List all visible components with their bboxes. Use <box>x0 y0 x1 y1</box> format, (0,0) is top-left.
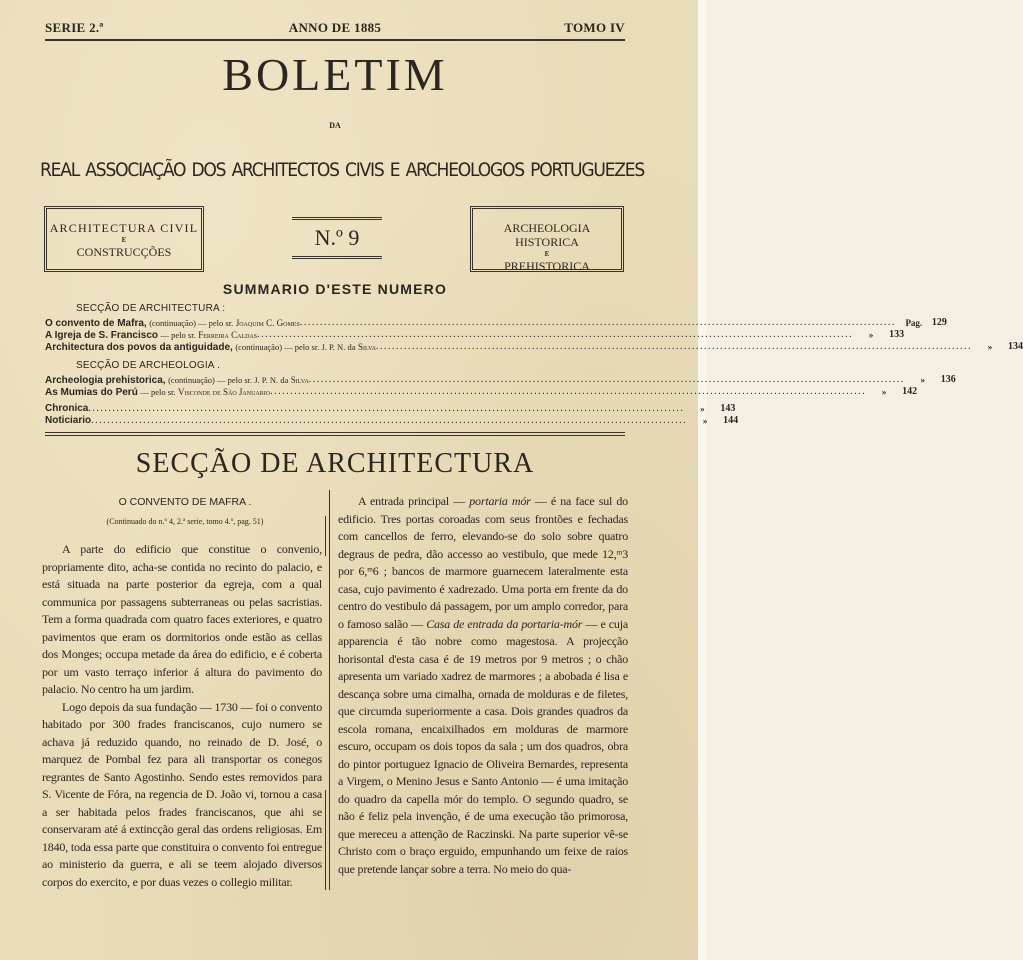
toc-entry-note: (continuação) — pelo sr. J. P. N. da <box>235 342 356 352</box>
toc-entry-title: A Igreja de S. Francisco <box>45 330 159 341</box>
architecture-box-line3: CONSTRUCÇÕES <box>76 245 172 259</box>
text-run: A entrada principal — <box>358 494 470 508</box>
toc-section-heading: SECÇÃO DE ARCHEOLOGIA . <box>76 360 221 371</box>
toc-entry[interactable] <box>45 317 947 329</box>
toc-leader-dots: ..................................................................................................................................................... <box>88 403 685 414</box>
toc-leader-dots: ..................................................................................................................................................... <box>91 415 688 426</box>
italic-term: portaria mór <box>469 494 531 508</box>
toc-entry-title: Archeologia prehistorica, <box>45 375 166 386</box>
toc-page-label: » <box>702 416 708 426</box>
italic-term: Casa de entrada da portaria-mór <box>426 616 583 631</box>
toc-entry-note: — pelo sr. <box>140 387 176 397</box>
toc-entry[interactable] <box>45 329 905 341</box>
toc-entry-author: Silva <box>357 342 376 352</box>
archeology-box-line3: PREHISTORICA <box>504 259 590 273</box>
summary-rule-top <box>45 432 625 433</box>
toc-page-label: » <box>868 330 874 340</box>
serie-label: SERIE 2.ª <box>45 20 104 35</box>
toc-entry-title: O convento de Mafra, <box>45 318 147 329</box>
toc-leader-dots: ..................................................................................................................................................... <box>299 317 896 328</box>
header-rule <box>45 39 625 41</box>
toc-entry-author: Silva <box>290 375 309 385</box>
toc-page-number: 144 <box>723 415 739 426</box>
toc-entry-title: Noticiario <box>45 415 92 426</box>
toc-leader-dots: ..................................................................................................................................................... <box>308 374 905 385</box>
toc-page-label: » <box>700 404 705 414</box>
toc-page-number: 136 <box>940 374 956 385</box>
toc-entry[interactable] <box>45 415 739 427</box>
archeology-box-line1: ARCHEOLOGIA HISTORICA <box>503 221 591 249</box>
toc-entry-author: Joaquim C. Gomes <box>235 318 300 328</box>
toc-entry[interactable] <box>45 341 1023 353</box>
toc-page-number: 133 <box>889 329 905 340</box>
toc-section-heading: SECÇÃO DE ARCHITECTURA : <box>76 303 226 314</box>
archeology-box-conjunction: E <box>544 250 550 258</box>
architecture-box-line1: ARCHITECTURA CIVIL <box>49 221 199 235</box>
toc-leader-dots: ..................................................................................................................................................... <box>257 329 854 340</box>
toc-page-label: » <box>881 387 887 397</box>
year-label: ANNO DE 1885 <box>288 20 382 35</box>
toc-entry-note: (continuação) — pelo sr. J. P. N. da <box>168 375 289 385</box>
toc-page-label: » <box>987 342 993 352</box>
archeology-box <box>470 206 624 272</box>
column-divider-inner <box>325 516 326 556</box>
toc-leader-dots: ..................................................................................................................................................... <box>376 341 972 352</box>
section-title: SECÇÃO DE ARCHITECTURA <box>135 448 535 479</box>
toc-entry-note: (continuação) — pelo sr. <box>149 318 234 328</box>
toc-page-label: Pag. <box>905 318 923 328</box>
text-run: — e cuja apparencia é tão nobre como magestosa. A projecção horisontal d'esta casa é de 19 metros por 9 metros ; o chão apresenta um variado xadrez de marmores ; a abobada é lisa e descança sobre uma cimalha, ornada de molduras e de filetes, que circumda superiormente a casa. Dois grandes quadros da escola romana, encaixilhados em molduras de marmore escuro, occupam os dois topos da sala ; um dos quadros, obra do pintor portuguez Ignacio de Oliveira Bernardes, representa a Virgem, o Menino Jesus e Santo Antonio — é uma imitação do quadro da capella mór do templo. O segundo quadro, se não é feliz pela invenção, é de uma execução tão primorosa, que mereceu a attenção de Raczinski. Na parte superior vê-se Christo com o braço erguido, empunhando um feixe de raios que pretende lançar sobre a terra. No meio do qua- <box>338 616 628 876</box>
title-connector: DA <box>329 121 341 130</box>
society-name: REAL ASSOCIAÇÃO DOS ARCHITECTOS CIVIS E ARCHEOLOGOS PORTUGUEZES <box>40 159 645 181</box>
toc-entry-title: Architectura dos povos da antiguidade, <box>45 342 233 353</box>
toc-entry-title: As Mumias do Perú <box>45 387 138 398</box>
toc-entry[interactable] <box>45 403 736 415</box>
right-column <box>338 493 628 878</box>
toc-entry-author: Visconde de São Januario <box>178 387 271 397</box>
toc-entry-author: Ferreira Caldas <box>198 330 258 340</box>
article-subtitle: (Continuado do n.º 4, 2.ª serie, tomo 4.º, pag. 51) <box>106 517 264 526</box>
column-divider-inner <box>325 790 326 890</box>
toc-entry[interactable] <box>45 374 956 386</box>
toc-page-label: » <box>920 375 926 385</box>
journal-title: BOLETIM <box>222 49 448 100</box>
paragraph: Logo depois da sua fundação — 1730 — foi o convento habitado por 300 frades franciscanos, cujo numero se achava já reduzido quando, no reinado de D. José, o marquez de Pombal fez para ali transportar os conegos regrantes de Santo Agostinho. Sendo estes removidos para S. Vicente de Fóra, na regencia de D. João vi, tornou a casa a ser habitada pelos frades franciscanos, que ahi se conservaram até á extincção geral das ordens religiosas. Em 1840, toda essa parte que constituira o convento foi entregue ao ministerio da guerra, e ali se teem alojado diversos corpos do exercito, e por duas vezes o collegio militar. <box>42 699 322 889</box>
left-column <box>42 541 322 891</box>
article-title: O CONVENTO DE MAFRA . <box>118 496 252 508</box>
toc-entry-note: — pelo sr. <box>160 330 196 340</box>
volume-label: TOMO IV <box>564 20 625 35</box>
column-divider <box>329 490 330 890</box>
toc-entry[interactable] <box>45 386 918 398</box>
issue-number: N.º 9 <box>292 217 382 259</box>
summary-title: SUMMARIO D'ESTE NUMERO <box>222 281 448 297</box>
text-run: — é na face sul do edificio. Tres portas coroadas com seus frontões e fechadas com cancellos de ferro, elevando-se do solo sobre quatro degraus de pedra, dão accesso ao vestibulo, que mede 12,ᵐ3 por 6,ᵐ6 ; bancos de marmore guarnecem lateralmente esta casa, cujo pavimento é xadrezado. Uma porta em frente da do centro do vestibulo dá passagem, por um amplo corredor, para o famoso salão — <box>338 494 628 631</box>
toc-page-number: 129 <box>931 317 947 328</box>
toc-page-number: 143 <box>720 403 736 414</box>
toc-page-number: 142 <box>902 386 918 397</box>
paragraph <box>338 493 628 878</box>
running-head <box>45 20 625 36</box>
toc-page-number: 134 <box>1008 341 1023 352</box>
summary-rule-bottom <box>45 435 625 436</box>
paragraph: A parte do edificio que constitue o convenio, propriamente dito, acha-se contida no recinto do palacio, e está situada na parte posterior da egreja, com a qual communica por passagens subterraneas ou pelas sacristias. Tem a forma quadrada com quatro faces exteriores, e quatro pavimentos que eram os dormitorios onde estão as cellas dos Monges; occupa metade da área do edificio, e é coberta por um vasto terraço inferior á altura do pavimento do palacio. No centro ha um jardim. <box>42 542 322 696</box>
architecture-box <box>44 206 204 272</box>
toc-leader-dots: ..................................................................................................................................................... <box>270 386 867 397</box>
toc-entry-title: Chronica <box>45 403 89 414</box>
architecture-box-conjunction: E <box>121 236 127 244</box>
